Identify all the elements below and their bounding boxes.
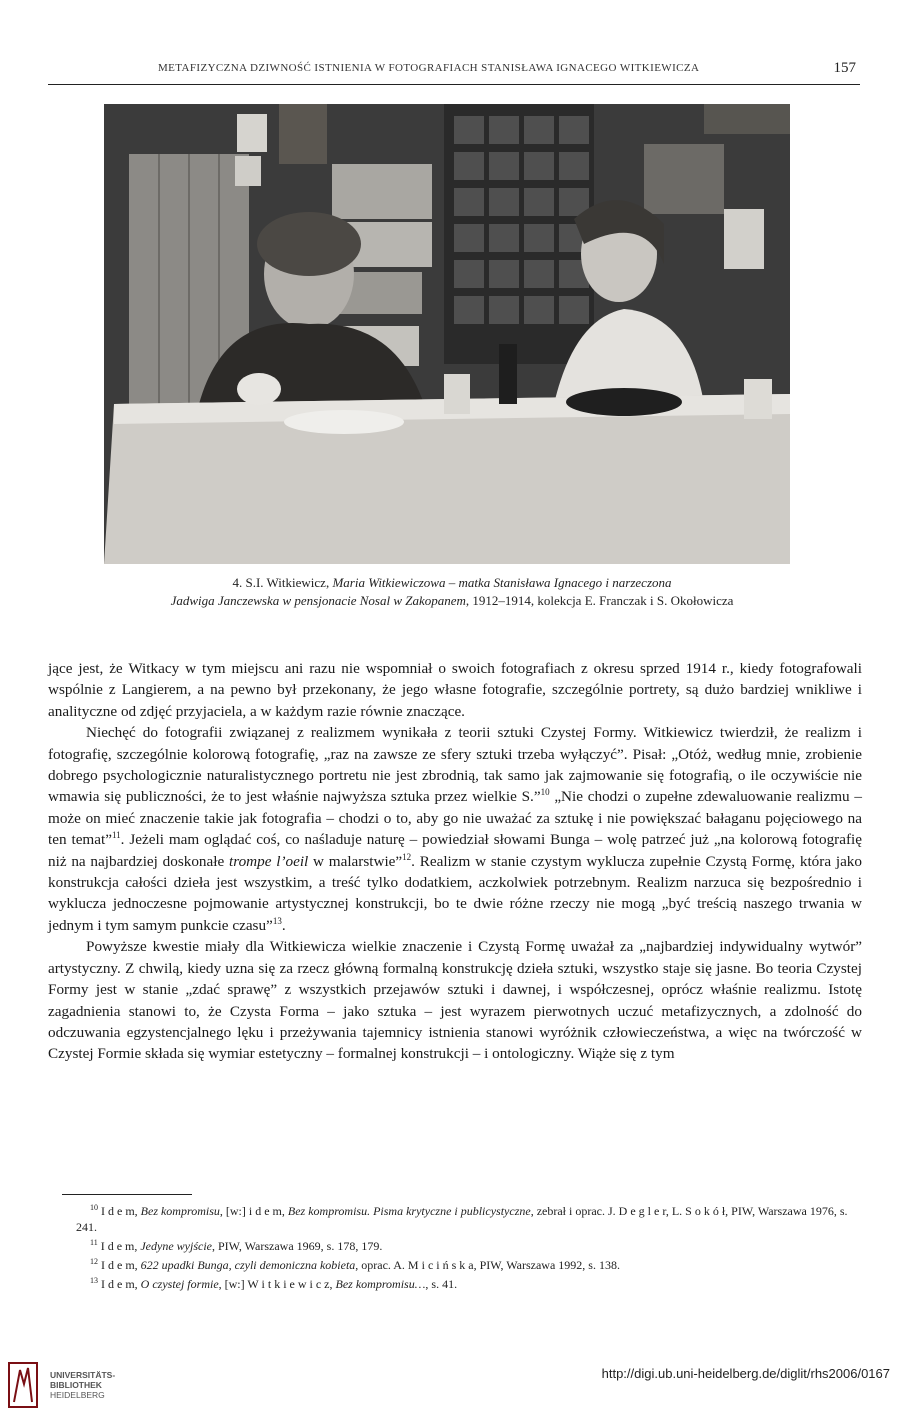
footnote-text: , s. 41. xyxy=(425,1277,458,1291)
library-logo-graphic xyxy=(10,1364,36,1406)
page-number: 157 xyxy=(833,60,856,76)
paragraph-2-part-e: . Realizm w stanie czystym wyklucza zupełnie Czystą Formę, która jako konstrukcja całości dzieła jest wszystkim, a treść tylko dodatkiem, aczkolwiek potrzebnym. Realizm narzuca się bezpośrednio i wyklucza jednoczesne pojmowanie artystycznej konstrukcji, bo te dwie różne rzeczy nie mogą „być treścią naszego trwania w jednym i tym samym punkcie czasu” xyxy=(48,852,862,934)
footnote-title: Bez kompromisu xyxy=(140,1204,220,1218)
figure-caption xyxy=(60,574,844,610)
paragraph-2-part-b: „Nie chodzi o zupełne zdewaluowanie realizmu – może on mieć znaczenie takie jak fotografia – chodzi o to, aby go nie uważać za sztukę i nie powiększać bałaganu pojęciowego na ten temat” xyxy=(48,788,862,849)
footnote-text: I d e m, xyxy=(100,1239,141,1253)
paragraph-2 xyxy=(48,722,862,936)
footnote-number: 13 xyxy=(90,1276,98,1285)
library-logo-text xyxy=(50,1370,115,1400)
running-header xyxy=(48,62,860,85)
footnote-ref-10[interactable]: 10 xyxy=(540,787,550,798)
footnote-12 xyxy=(62,1254,860,1273)
library-logo-icon xyxy=(8,1362,38,1408)
running-title: METAFIZYCZNA DZIWNOŚĆ ISTNIENIA W FOTOGRAFIACH STANISŁAWA IGNACEGO WITKIEWICZA xyxy=(158,62,700,74)
paragraph-1: jące jest, że Witkacy w tym miejscu ani razu nie wspomniał o swoich fotografiach z okresu sprzed 1914 r., kiedy fotografowali wspólnie z Langierem, a na pewno był przekonany, że jego własne fotografie, szczególnie portrety, są dużo bardziej wnikliwe i analityczne od zdjęć przyjaciela, a w każdym razie równie znaczące. xyxy=(48,660,862,720)
footnote-number: 11 xyxy=(90,1238,98,1247)
footnote-13 xyxy=(62,1273,860,1292)
paragraph-2-part-f: . xyxy=(281,916,286,934)
paragraph-2-part-d: w malarstwie” xyxy=(308,852,403,870)
footnote-divider xyxy=(62,1194,192,1195)
footnote-text: I d e m, xyxy=(101,1277,141,1291)
footnote-number: 10 xyxy=(90,1203,98,1212)
photograph-illustration xyxy=(104,104,790,564)
footnote-text: I d e m, xyxy=(101,1258,141,1272)
body-text xyxy=(48,658,862,1065)
caption-lead: 4. S.I. Witkiewicz, xyxy=(232,575,333,590)
footnote-ref-12[interactable]: 12 xyxy=(402,851,412,862)
footnote-title: O czystej formie xyxy=(140,1277,219,1291)
footnote-text: , oprac. A. M i c i ń s k a, PIW, Warszawa 1992, s. 138. xyxy=(355,1258,620,1272)
library-footer xyxy=(0,1352,904,1421)
footnote-ref-13[interactable]: 13 xyxy=(272,915,282,926)
footnote-title: Bez kompromisu. Pisma krytyczne i publicystyczne xyxy=(287,1204,531,1218)
caption-title-2: Jadwiga Janczewska w pensjonacie Nosal w Zakopanem xyxy=(170,593,466,608)
photograph xyxy=(104,104,790,564)
footnote-number: 12 xyxy=(90,1257,98,1266)
paragraph-2-part-a: Niechęć do fotografii związanej z realizmem wynikała z teorii sztuki Czystej Formy. Witkiewicz twierdził, że realizm i fotografię, szczególnie kolorową fotografię, „raz na zawsze ze sfery sztuki trzeba wyłączyć”. Pisał: „Otóż, według mnie, zrobienie dobrego psychologicznie naturalistycznego portretu nie jest zbrodnią, tak samo jak zajmowanie się fotografią, o ile oczywiście nie wmawia się publiczności, że to jest właśnie najwyższa sztuka przez wielkie S.” xyxy=(48,724,862,806)
footnotes xyxy=(62,1200,860,1292)
caption-title-1: Maria Witkiewiczowa – matka Stanisława Ignacego i narzeczona xyxy=(332,575,672,590)
logo-line-3: HEIDELBERG xyxy=(50,1390,105,1400)
footnote-title: 622 upadki Bunga, czyli demoniczna kobieta xyxy=(140,1258,356,1272)
footnote-text: , PIW, Warszawa 1969, s. 178, 179. xyxy=(211,1239,383,1253)
footnote-text: , [w:] i d e m, xyxy=(219,1204,288,1218)
footnote-text: , zebrał i oprac. J. D e g l e r, L. S o k ó ł, PIW, Warszawa 1976, s. 241. xyxy=(76,1204,848,1234)
logo-line-2: BIBLIOTHEK xyxy=(50,1380,102,1390)
source-url-link[interactable]: http://digi.ub.uni-heidelberg.de/diglit/rhs2006/0167 xyxy=(601,1366,890,1381)
footnote-text: I d e m, xyxy=(101,1204,141,1218)
footnote-11 xyxy=(62,1235,860,1254)
caption-tail: , 1912–1914, kolekcja E. Franczak i S. Okołowicza xyxy=(465,593,734,608)
paragraph-3: Powyższe kwestie miały dla Witkiewicza wielkie znaczenie i Czystą Formę uważał za „najbardziej indywidualny wytwór” artystyczny. Z chwilą, kiedy uzna się za rzecz główną formalną konstrukcję dzieła sztuki, wszystko staje się jasne. Bo teoria Czystej Formy jest w stanie „zdać sprawę” z wszystkich przejawów sztuki i dawnej, i współczesnej, oprócz właśnie realizmu. Istotę zagadnienia stanowi to, że Czysta Forma – jako sztuka – jest wyrazem pierwotnych uczuć metafizycznych, a zdolność do odczuwania egzystencjalnego lęku i przeżywania tajemnicy istnienia stanowi wyróżnik człowieczeństwa, a więc na twórczość w Czystej Formie składa się wymiar estetyczny – formalnej konstrukcji – i ontologiczny. Wiąże się z tym xyxy=(48,938,862,1063)
footnote-title: Jedyne wyjście xyxy=(140,1239,212,1253)
footnote-ref-11[interactable]: 11 xyxy=(111,830,121,841)
paragraph-2-part-c: . Jeżeli mam oglądać coś, co naśladuje naturę – powiedział słowami Bunga – wolę patrzeć już „na kolorową fotografię niż na najbardziej doskonałe xyxy=(48,831,862,870)
logo-line-1: UNIVERSITÄTS- xyxy=(50,1370,116,1380)
paragraph-2-italic: trompe l’oeil xyxy=(229,852,309,870)
footnote-10 xyxy=(62,1200,860,1235)
footnote-text: , [w:] W i t k i e w i c z, xyxy=(218,1277,336,1291)
footnote-title: Bez kompromisu… xyxy=(335,1277,426,1291)
